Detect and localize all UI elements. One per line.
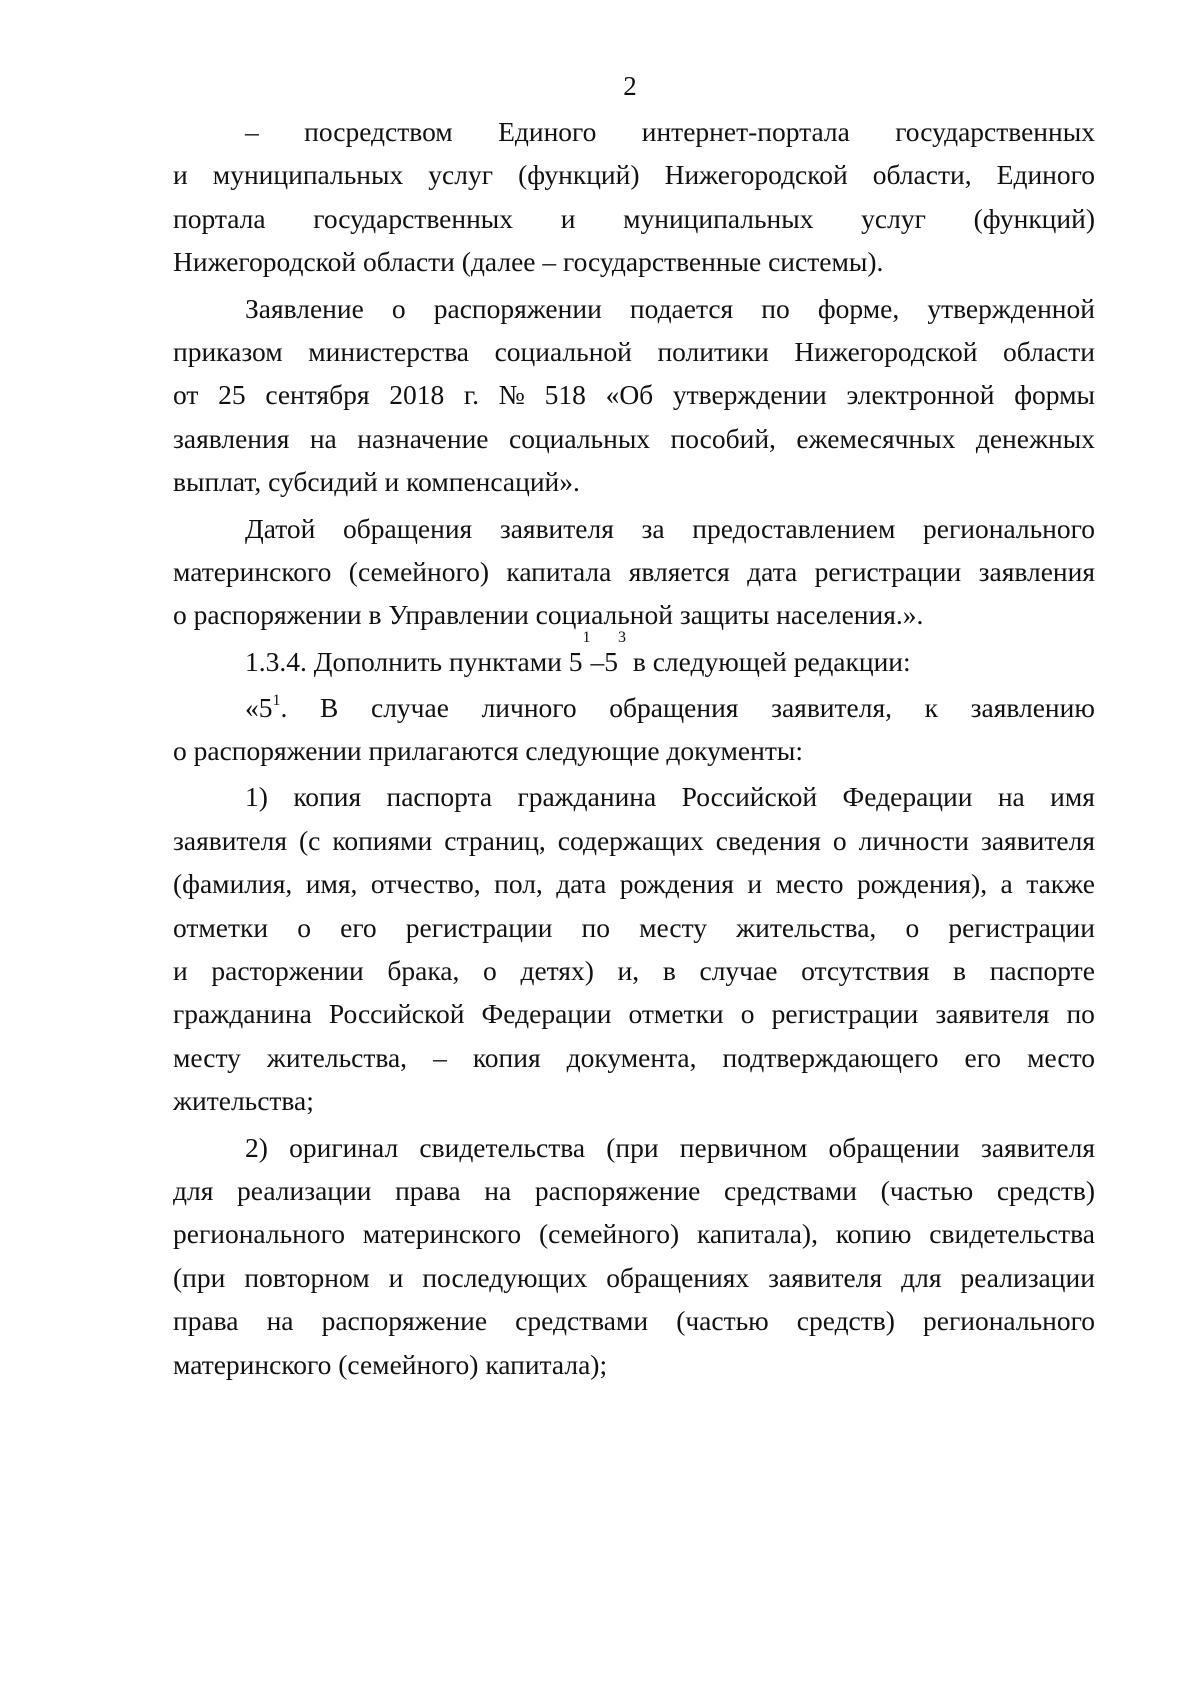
word: муниципальных	[212, 159, 404, 191]
word: подтверждающего	[722, 1041, 939, 1073]
paragraph-1	[173, 110, 1095, 284]
line-text: о распоряжении в Управлении социальной защиты населения.».	[173, 599, 924, 631]
word: области,	[872, 159, 972, 191]
paragraph-4-prefix: 1.3.4. Дополнить пунктами 5	[245, 645, 583, 677]
word: и	[388, 1261, 404, 1293]
word: случае	[371, 691, 449, 723]
word: за	[641, 512, 665, 544]
word: капитала),	[696, 1218, 818, 1250]
word: а	[1000, 868, 1013, 900]
word: о	[483, 955, 497, 987]
line-text: Нижегородской области (далее – государственные системы).	[173, 246, 884, 278]
word: (с	[299, 824, 321, 856]
word: отсутствия	[801, 955, 930, 987]
paragraph-line	[173, 550, 1095, 593]
word: месту	[173, 1041, 241, 1073]
word: по	[761, 292, 790, 324]
word: –	[245, 116, 259, 147]
paragraph-line	[173, 153, 1095, 196]
word: по	[1066, 998, 1095, 1030]
word: и	[173, 955, 188, 987]
word: о	[905, 911, 920, 943]
word: месту	[639, 911, 708, 943]
word: средств)	[796, 1305, 895, 1337]
word: сведения	[715, 824, 821, 856]
paragraph-line	[173, 1343, 1095, 1386]
word: Нижегородской	[664, 159, 848, 191]
word: жительства,	[736, 911, 877, 943]
word: средствами	[724, 1174, 857, 1206]
word: –	[433, 1041, 447, 1073]
word: является	[628, 555, 730, 587]
word: о	[297, 911, 311, 943]
word: на	[484, 1174, 512, 1206]
word: регионального	[173, 1218, 345, 1250]
paragraph-line	[173, 1212, 1095, 1255]
word: в	[953, 955, 967, 987]
line-text: о распоряжении прилагаются следующие документы:	[173, 735, 803, 767]
word: регистрации	[771, 998, 919, 1030]
word: имя	[1050, 781, 1095, 813]
word: 2)	[245, 1131, 268, 1163]
paragraph-4-sup-1: 1	[582, 628, 591, 646]
word: Федерации	[481, 998, 612, 1030]
paragraph-line	[173, 417, 1095, 460]
paragraph-line	[173, 593, 1095, 636]
word: заявления	[978, 555, 1095, 587]
word: последующих	[422, 1261, 588, 1293]
word: документа,	[566, 1041, 697, 1073]
paragraph-line	[173, 1079, 1095, 1122]
word: повторном	[244, 1261, 370, 1293]
paragraph-line	[173, 1299, 1095, 1342]
word: заявителя,	[771, 691, 892, 723]
word: распоряжении	[433, 292, 602, 324]
word: для	[901, 1261, 942, 1293]
word: средствами	[515, 1305, 649, 1337]
paragraph-line	[173, 686, 1095, 729]
word: Датой	[245, 512, 316, 544]
word: средств)	[996, 1174, 1095, 1206]
word: .	[280, 691, 288, 723]
word: первичном	[679, 1131, 808, 1163]
word: (частью	[676, 1305, 769, 1337]
word: государственных	[313, 202, 514, 234]
word: паспорта	[386, 781, 493, 813]
word: личного	[481, 691, 577, 723]
word: интернет-портала	[641, 116, 850, 147]
word: утверждении	[672, 379, 827, 411]
word: посредством	[304, 116, 453, 147]
word: заявителя	[768, 1261, 883, 1293]
word: гражданина	[517, 781, 657, 813]
word: заявления	[173, 422, 290, 454]
paragraph-2	[173, 287, 1095, 504]
word: отметки	[173, 911, 269, 943]
word: услуг	[428, 159, 493, 191]
page-number: 2	[623, 71, 637, 101]
paragraph-4	[173, 628, 1095, 683]
word: материнского	[173, 555, 332, 587]
word: дата	[747, 555, 798, 587]
word: (при	[606, 1131, 659, 1163]
word: услуг	[861, 202, 926, 234]
word: формы	[1014, 379, 1095, 411]
word: в	[662, 955, 676, 987]
paragraph-line	[173, 460, 1095, 503]
word: копию	[835, 1218, 912, 1250]
word: его	[340, 911, 377, 943]
word: рождения	[619, 868, 734, 900]
word: электронной	[846, 379, 995, 411]
word: и	[173, 159, 188, 191]
line-text: выплат, субсидий и компенсаций».	[173, 466, 580, 498]
paragraph-5	[173, 686, 1095, 773]
word: о	[740, 998, 755, 1030]
paragraph-line	[173, 992, 1095, 1035]
word: и	[560, 202, 576, 234]
word: подается	[629, 292, 734, 324]
word: В	[320, 691, 339, 723]
word: от	[173, 379, 199, 411]
word: распоряжение	[534, 1174, 701, 1206]
word: денежных	[975, 422, 1095, 454]
word: материнского	[362, 1218, 522, 1250]
paragraph-line	[173, 1169, 1095, 1212]
word: форме,	[817, 292, 900, 324]
word: заявлению	[970, 691, 1095, 723]
word: 1)	[245, 781, 268, 813]
word	[245, 686, 287, 729]
word: копия	[472, 1041, 541, 1073]
word: Единого	[996, 159, 1095, 191]
word: (функций)	[518, 159, 640, 191]
word: политики	[657, 335, 769, 367]
word: Федерации	[842, 781, 973, 813]
word: копия	[293, 781, 362, 813]
word: права	[395, 1174, 461, 1206]
word: случае	[699, 955, 778, 987]
word: распоряжение	[321, 1305, 488, 1337]
paragraph-4-middle: –5	[590, 645, 618, 677]
word: ежемесячных	[796, 422, 956, 454]
word: социальных	[509, 422, 651, 454]
word: обращениях	[606, 1261, 750, 1293]
word: Заявление	[245, 292, 364, 324]
word: 2018	[389, 379, 445, 411]
word: и	[747, 868, 763, 900]
paragraph-line	[173, 1256, 1095, 1299]
word: имя,	[305, 868, 358, 900]
paragraph-line	[173, 330, 1095, 373]
word: отметки	[628, 998, 724, 1030]
word: и,	[617, 955, 640, 987]
word: отчество,	[370, 868, 481, 900]
word: паспорте	[989, 955, 1095, 987]
word: капитала	[506, 555, 612, 587]
word: Российской	[328, 998, 465, 1030]
word: обращения	[343, 512, 473, 544]
word: регионального	[923, 512, 1095, 544]
word: портала	[173, 202, 266, 234]
word: для	[173, 1174, 214, 1206]
word: (семейного)	[348, 555, 489, 587]
word: 518	[544, 379, 586, 411]
paragraph-line	[173, 507, 1095, 550]
word: о	[832, 824, 847, 856]
word: регионального	[923, 1305, 1095, 1337]
word: личности	[858, 824, 969, 856]
paragraph-line	[173, 1126, 1095, 1169]
paragraph-line	[173, 1036, 1095, 1079]
word: (частью	[880, 1174, 974, 1206]
word: заявителя	[980, 824, 1095, 856]
word: (функций)	[973, 202, 1095, 234]
word: регистрации	[948, 911, 1095, 943]
word: (фамилия,	[173, 868, 293, 900]
word: по	[581, 911, 611, 943]
word: оригинал	[289, 1131, 399, 1163]
word: реализации	[237, 1174, 372, 1206]
word: расторжении	[211, 955, 364, 987]
word: также	[1026, 868, 1095, 900]
paragraph-5-sup: 1	[272, 691, 281, 709]
word: приказом	[173, 335, 283, 367]
word: дата	[556, 868, 607, 900]
word: Нижегородской	[794, 335, 978, 367]
word: на	[309, 422, 337, 454]
word: муниципальных	[623, 202, 814, 234]
word: Единого	[498, 116, 597, 147]
paragraph-4-suffix: в следующей редакции:	[625, 645, 911, 677]
word: обращении	[828, 1131, 960, 1163]
word: жительства,	[266, 1041, 408, 1073]
word: предоставлением	[692, 512, 896, 544]
line-text: жительства;	[173, 1085, 314, 1117]
paragraph-7	[173, 1126, 1095, 1386]
word: Российской	[681, 781, 818, 813]
word: 25	[218, 379, 246, 411]
word: место	[1027, 1041, 1095, 1073]
word: (семейного)	[538, 1218, 680, 1250]
paragraph-line	[173, 775, 1095, 818]
word: заявителя	[173, 824, 288, 856]
word: области	[1003, 335, 1095, 367]
word: назначение	[357, 422, 489, 454]
word: заявителя	[499, 512, 614, 544]
word: на	[266, 1305, 294, 1337]
word: детях)	[520, 955, 594, 987]
word: к	[924, 691, 939, 723]
word: свидетельства	[419, 1131, 586, 1163]
word: страниц,	[444, 824, 546, 856]
word: регистрации	[814, 555, 962, 587]
word: (при	[173, 1261, 226, 1293]
paragraph-line	[173, 729, 1095, 772]
word: заявителя	[935, 998, 1050, 1030]
paragraph-line	[173, 197, 1095, 240]
word: свидетельства	[929, 1218, 1095, 1250]
word: г.	[463, 379, 479, 411]
word: реализации	[960, 1261, 1095, 1293]
document-body	[173, 110, 1095, 1386]
paragraph-6	[173, 775, 1095, 1122]
paragraph-line	[173, 110, 1095, 153]
word: брака,	[387, 955, 460, 987]
word: социальной	[494, 335, 632, 367]
paragraph-5-prefix: «5	[245, 691, 273, 723]
word: министерства	[308, 335, 470, 367]
word: права	[173, 1305, 239, 1337]
word: пол,	[494, 868, 543, 900]
word: государственных	[895, 116, 1095, 147]
word: рождения),	[856, 868, 988, 900]
word: регистрации	[405, 911, 553, 943]
paragraph-3	[173, 507, 1095, 637]
word: №	[498, 379, 525, 411]
word: его	[964, 1041, 1002, 1073]
word: содержащих	[557, 824, 704, 856]
word: пособий,	[670, 422, 776, 454]
paragraph-line	[173, 373, 1095, 416]
paragraph-line	[173, 862, 1095, 905]
paragraph-line	[173, 287, 1095, 330]
word: на	[997, 781, 1025, 813]
paragraph-4-sup-2: 3	[617, 628, 626, 646]
paragraph-line	[173, 819, 1095, 862]
line-text: материнского (семейного) капитала);	[173, 1348, 608, 1380]
word: копиями	[332, 824, 433, 856]
paragraph-line	[173, 949, 1095, 992]
word: место	[775, 868, 844, 900]
paragraph-line	[173, 906, 1095, 949]
word: гражданина	[173, 998, 312, 1030]
word: сентября	[265, 379, 370, 411]
word: заявителя	[980, 1131, 1095, 1163]
word: «Об	[605, 379, 654, 411]
word: о	[391, 292, 406, 324]
paragraph-line	[173, 240, 1095, 283]
word: утвержденной	[927, 292, 1095, 324]
word: обращения	[609, 691, 739, 723]
